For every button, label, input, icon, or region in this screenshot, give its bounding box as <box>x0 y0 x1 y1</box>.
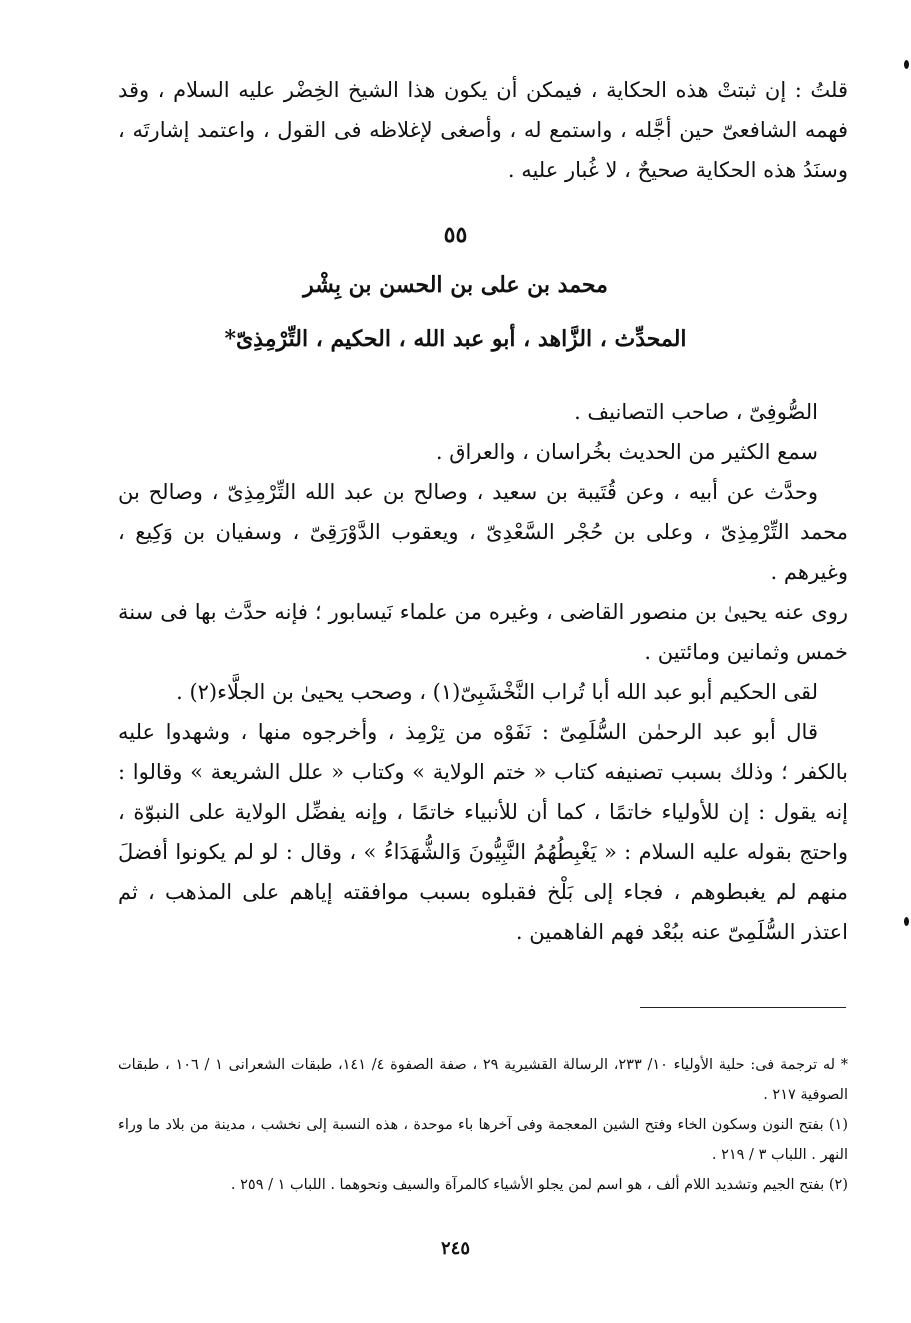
biography-paragraph: قال أبو عبد الرحمٰن السُّلَمِىّ : نَفَوْه من تِرْمِذ ، وأخرجوه منها ، وشهدوا عليه بالكفر ؛ وذلك بسبب تصنيفه كتاب « ختم الولاية » وكتاب « علل الشريعة » وقالوا : إنه يقول : إن للأولياء خاتمًا ، كما أن للأنبياء خاتمًا ، وإنه يفضِّل الولاية على النبوّة ، واحتج بقوله عليه السلام : « يَغْبِطُهُمُ النَّبِيُّونَ وَالشُّهَدَاءُ » ، وقال : لو لم يكونوا أفضلَ منهم لم يغبطوهم ، فجاء إلى بَلْخ فقبلوه بسبب موافقته إياهم على المذهب ، ثم اعتذر السُّلَمِىّ عنه ببُعْد فهم الفاهمين . <box>118 720 848 944</box>
biography-section <box>118 392 848 952</box>
biography-paragraph: روى عنه يحيىٰ بن منصور القاضى ، وغيره من علماء نَيسابور ؛ فإنه حدَّث بها فى سنة خمس وثمانين ومائتين . <box>118 600 848 664</box>
entry-titles-heading: المحدِّث ، الزَّاهد ، أبو عبد الله ، الحكيم ، التِّرْمِذِىّ* <box>224 326 687 352</box>
footnote-divider <box>640 1007 846 1008</box>
entry-name-heading: محمد بن على بن الحسن بن بِشْر <box>303 272 608 298</box>
biography-paragraph: سمع الكثير من الحديث بخُراسان ، والعراق . <box>435 440 818 464</box>
footnotes-section <box>118 1050 848 1200</box>
footnote: * له ترجمة فى: حلية الأولياء ١٠/ ٢٣٣، الرسالة القشيرية ٢٩ ، صفة الصفوة ٤/ ١٤١، طبقات الشعرانى ١ / ١٠٦ ، طبقات الصوفية ٢١٧ . <box>118 1057 848 1103</box>
footnote: (٢) بفتح الجيم وتشديد اللام ألف ، هو اسم لمن يجلو الأشياء كالمرآة والسيف ونحوهما . اللباب ١ / ٢٥٩ . <box>230 1177 848 1193</box>
margin-mark <box>904 60 909 69</box>
biography-paragraph: وحدَّث عن أبيه ، وعن قُتَيبة بن سعيد ، وصالح بن عبد الله التِّرْمِذِىّ ، وصالح بن محمد التِّرْمِذِىّ ، وعلى بن حُجْر السَّعْدِىّ ، ويعقوب الدَّوْرَقِىّ ، وسفيان بن وَكِيع ، وغيرهم . <box>118 480 848 584</box>
intro-paragraph: قلتُ : إن ثبتتْ هذه الحكاية ، فيمكن أن يكون هذا الشيخ الخِضْر عليه السلام ، وقد فهمه الشافعىّ حين أجَّله ، واستمع له ، وأصغى لإغلاظه فى القول ، واعتمد إشارتَه ، وسنَدُ هذه الحكاية صحيحٌ ، لا غُبار عليه . <box>118 78 848 182</box>
biography-paragraph: الصُّوفِىّ ، صاحب التصانيف . <box>574 400 818 424</box>
footnote: (١) بفتح النون وسكون الخاء وفتح الشين المعجمة وفى آخرها باء موحدة ، هذه النسبة إلى نخشب ، مدينة من بلاد ما وراء النهر . اللباب ٣ / ٢١٩ . <box>118 1117 848 1163</box>
page-number: ٢٤٥ <box>440 1238 470 1259</box>
biography-paragraph: لقى الحكيم أبو عبد الله أبا تُراب النَّخْشَبِىّ(١) ، وصحب يحيىٰ بن الجلَّاء(٢) . <box>176 680 818 704</box>
entry-number: ٥٥ <box>443 222 468 248</box>
margin-mark <box>904 917 909 926</box>
